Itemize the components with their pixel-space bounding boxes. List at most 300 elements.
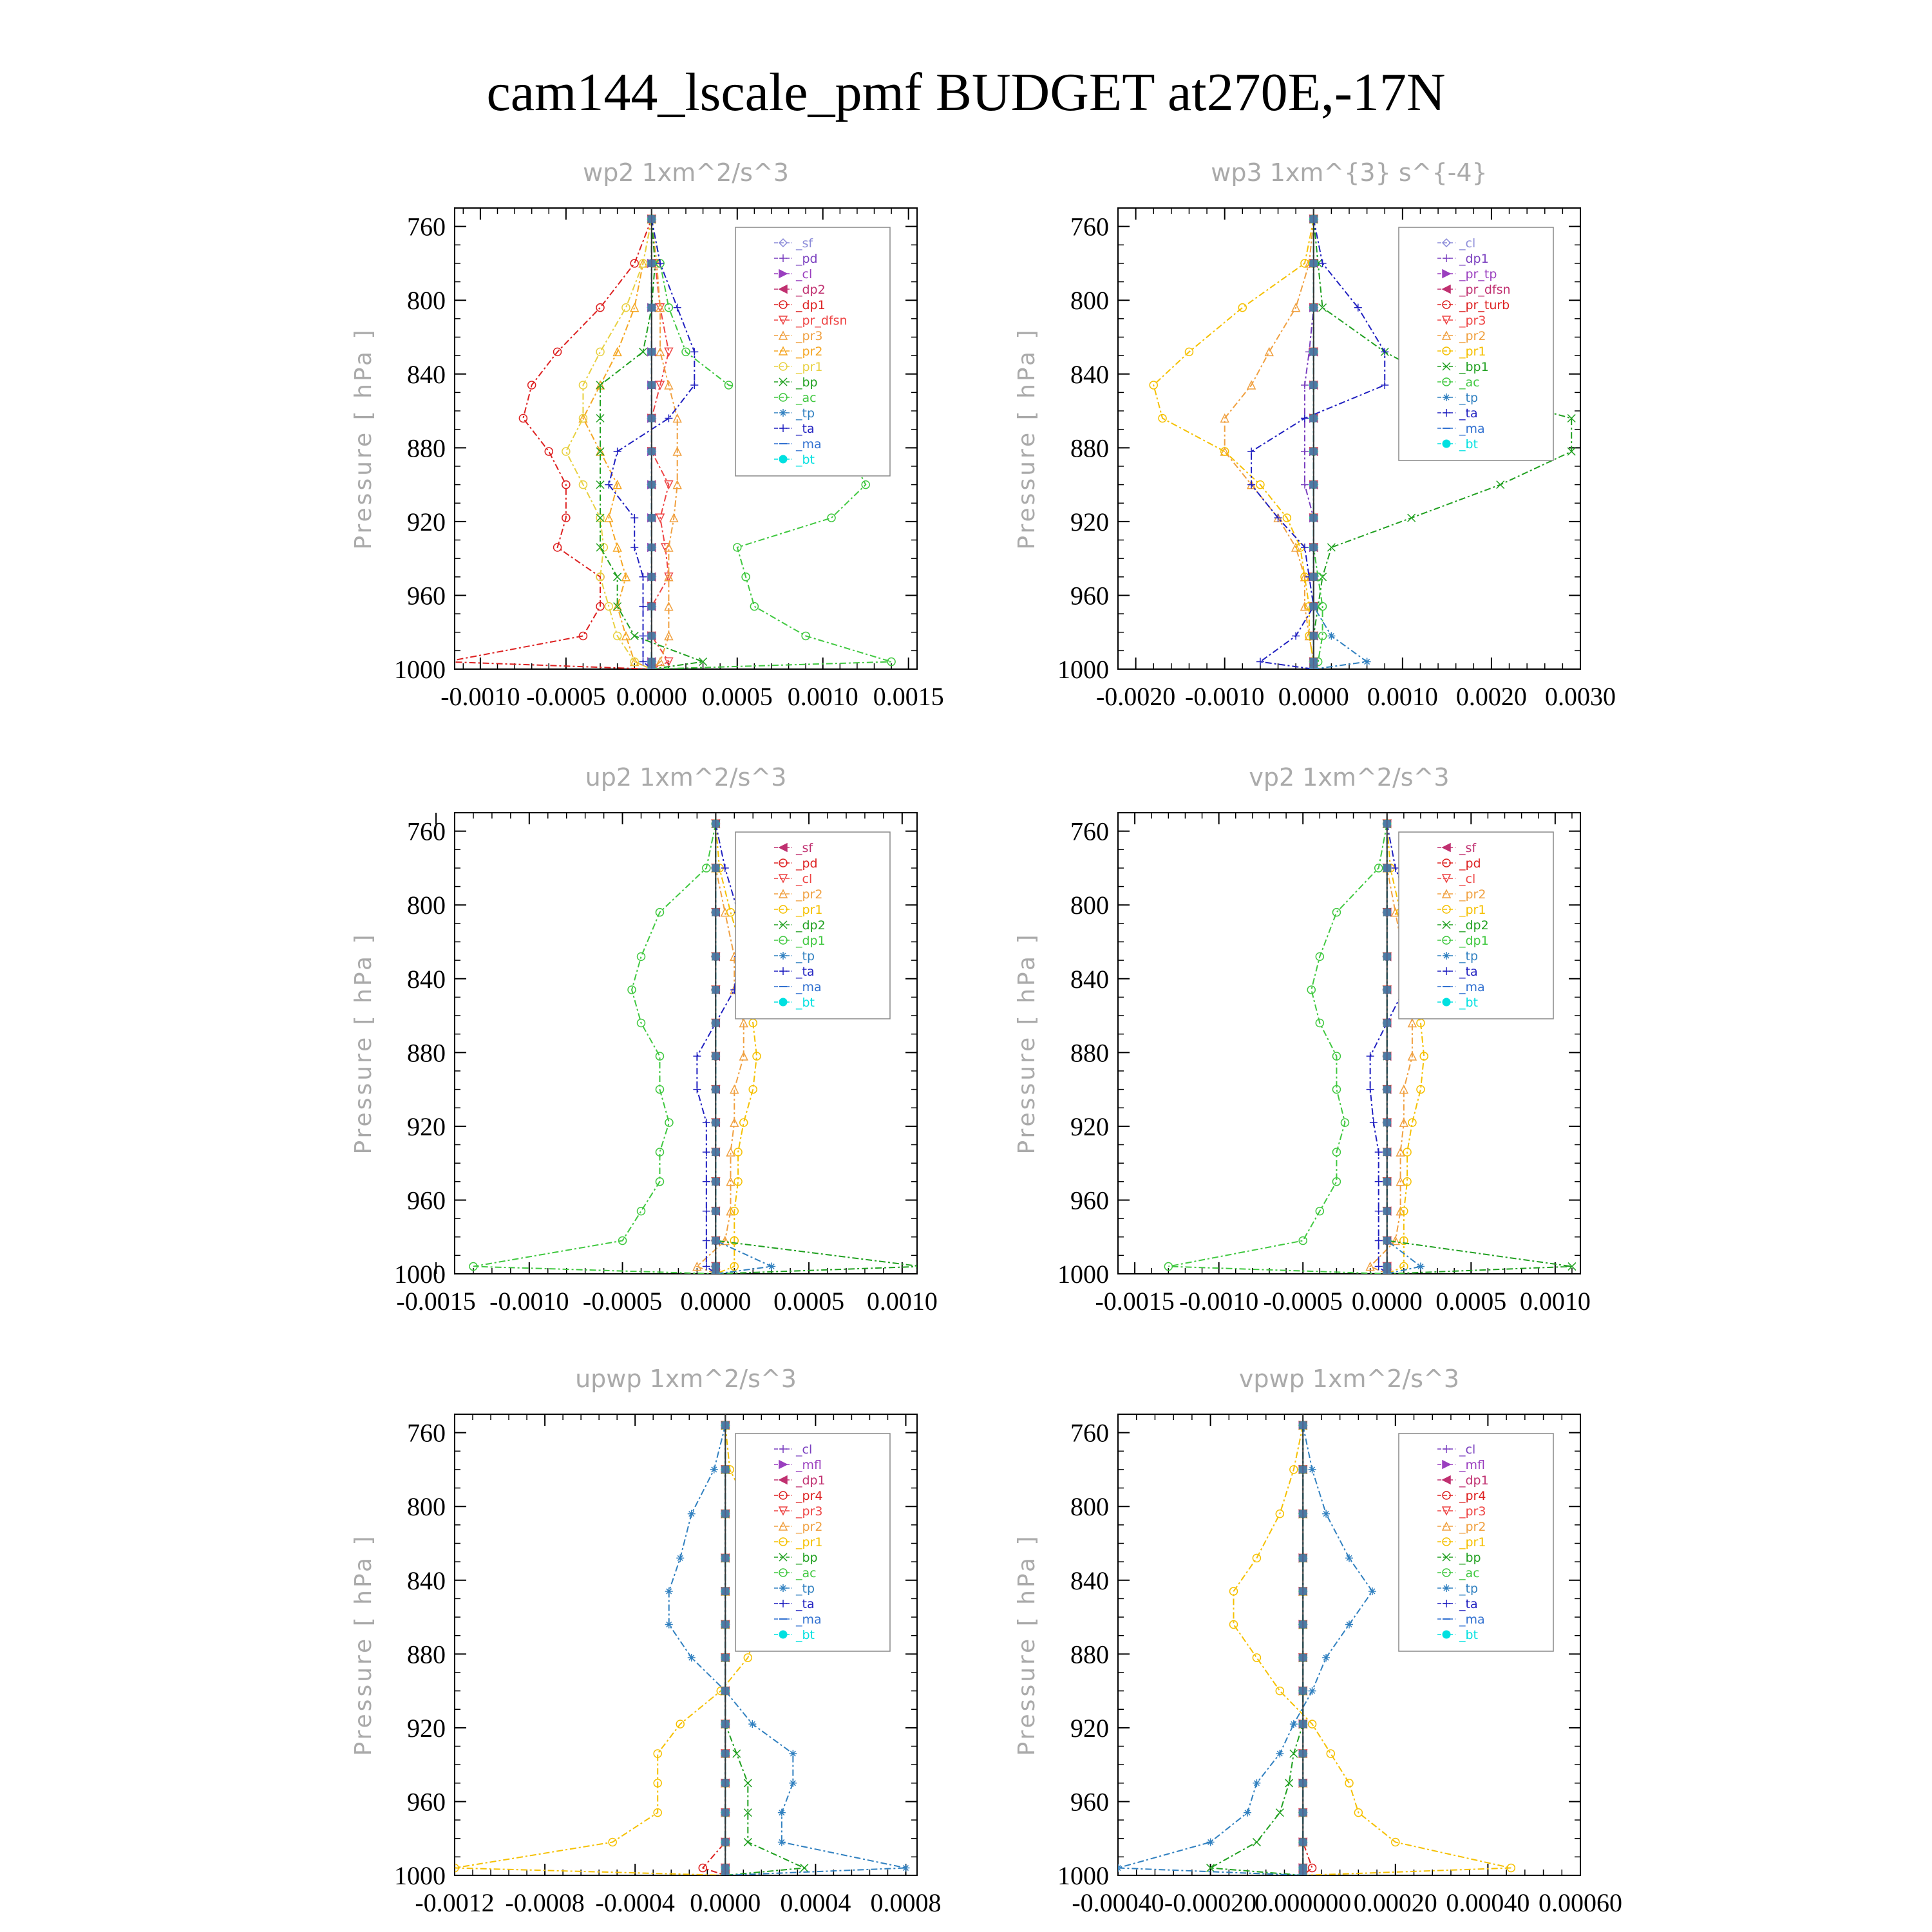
legend-label: _tp: [1459, 391, 1479, 405]
data-point: [721, 1864, 729, 1872]
legend-label: _pr_turb: [1459, 298, 1510, 312]
data-point: [779, 455, 787, 463]
data-point: [1309, 1687, 1316, 1695]
series-bp: [1207, 1421, 1307, 1879]
data-point: [1443, 998, 1450, 1006]
data-point: [648, 260, 656, 267]
x-tick-label: -0.0010: [440, 682, 520, 711]
data-point: [768, 1263, 775, 1271]
series-pr2: [1221, 215, 1318, 673]
data-point: [665, 414, 672, 422]
x-tick-label: -0.00020: [1164, 1888, 1257, 1917]
legend-label: _pr1: [1459, 1535, 1486, 1549]
data-point: [1244, 1809, 1251, 1817]
data-point: [1301, 381, 1309, 389]
data-point: [665, 1587, 673, 1595]
data-point: [828, 514, 835, 522]
chart-panel-4: [350, 1365, 941, 1917]
data-point: [744, 1838, 752, 1846]
y-tick-label: 960: [1070, 581, 1109, 611]
data-point: [721, 1750, 729, 1757]
legend-label: _ac: [796, 391, 817, 405]
data-point: [1276, 1809, 1283, 1817]
y-axis-label: Pressure [ hPa ]: [350, 327, 377, 550]
legend-label: _tp: [1459, 949, 1479, 963]
data-point: [721, 1421, 729, 1429]
x-tick-label: 0.0000: [680, 1287, 752, 1316]
series-line: [1314, 219, 1323, 669]
data-point: [630, 544, 638, 551]
legend-label: _ac: [1459, 375, 1480, 390]
data-point: [648, 304, 656, 312]
data-point: [648, 481, 656, 489]
legend-label: _pd: [1459, 857, 1481, 871]
data-point: [778, 1838, 786, 1846]
y-tick-label: 840: [1070, 1566, 1109, 1595]
legend-label: _ma: [1459, 422, 1485, 436]
x-tick-label: 0.0005: [1435, 1287, 1507, 1316]
data-point: [639, 632, 647, 639]
data-point: [1276, 1687, 1283, 1695]
legend-label: _pr2: [1459, 329, 1486, 343]
x-tick-label: -0.0005: [1263, 1287, 1343, 1316]
data-point: [1370, 1119, 1378, 1126]
data-point: [712, 1148, 719, 1156]
legend-label: _pr1: [1459, 903, 1486, 917]
legend-label: _tp: [1459, 1582, 1479, 1596]
data-point: [519, 414, 527, 422]
legend-label: _ma: [796, 980, 822, 994]
series-line: [1211, 1425, 1303, 1875]
y-axis-label: Pressure [ hPa ]: [1014, 327, 1040, 550]
data-point: [1383, 909, 1391, 916]
data-point: [688, 1510, 696, 1518]
series-line: [697, 824, 738, 1274]
data-point: [674, 304, 681, 312]
y-tick-label: 1000: [394, 655, 446, 684]
legend-label: _bp1: [1459, 360, 1489, 374]
data-point: [721, 1466, 729, 1473]
legend-label: _pr3: [796, 1504, 823, 1519]
data-point: [1253, 1838, 1260, 1846]
legend-label: _ta: [796, 965, 815, 979]
x-tick-label: -0.0015: [396, 1287, 476, 1316]
x-tick-label: 0.0008: [870, 1888, 942, 1917]
data-point: [712, 952, 719, 960]
data-point: [721, 1587, 729, 1595]
x-tick-label: -0.0010: [489, 1287, 569, 1316]
data-point: [1299, 1510, 1307, 1518]
legend-label: _bt: [1459, 996, 1479, 1010]
data-point: [712, 1019, 719, 1027]
series-pr1: [1150, 215, 1318, 673]
data-point: [1327, 1750, 1334, 1757]
data-point: [1367, 1052, 1374, 1060]
data-point: [721, 1510, 729, 1518]
legend-label: _dp1: [1459, 1473, 1489, 1488]
y-tick-label: 760: [407, 817, 446, 846]
data-point: [648, 603, 656, 611]
chart-panel-3: [1014, 763, 1591, 1316]
data-point: [648, 215, 656, 223]
chart-panel-5: [1014, 1365, 1622, 1917]
data-point: [1299, 1779, 1307, 1787]
data-point: [1383, 1263, 1391, 1271]
data-point: [1299, 1838, 1307, 1846]
legend-label: _pr1: [796, 903, 823, 917]
x-tick-label: -0.0020: [1095, 682, 1176, 711]
data-point: [1383, 820, 1391, 828]
data-point: [1408, 514, 1416, 522]
legend-label: _cl: [1459, 1443, 1476, 1457]
data-point: [648, 632, 656, 639]
x-tick-label: -0.00040: [1072, 1888, 1164, 1917]
data-point: [712, 1236, 719, 1244]
panel-title: up2 1xm^2/s^3: [585, 763, 787, 791]
legend-label: _dp2: [796, 283, 826, 297]
legend-label: _bt: [1459, 1628, 1479, 1642]
data-point: [1310, 448, 1318, 455]
legend-label: _dp2: [796, 918, 826, 933]
data-point: [1322, 1510, 1330, 1518]
data-point: [703, 1236, 710, 1244]
x-tick-label: 0.0000: [690, 1888, 761, 1917]
data-point: [630, 260, 638, 267]
y-tick-label: 1000: [1057, 1861, 1109, 1890]
x-tick-label: -0.0005: [582, 1287, 663, 1316]
data-point: [648, 573, 656, 581]
y-tick-label: 1000: [394, 1861, 446, 1890]
data-point: [721, 1654, 729, 1662]
legend-label: _pr4: [796, 1489, 823, 1503]
legend-label: _bp: [1459, 1551, 1481, 1565]
data-point: [1443, 1631, 1450, 1638]
data-point: [693, 1086, 701, 1094]
data-point: [639, 573, 647, 581]
x-tick-label: 0.0030: [1545, 682, 1616, 711]
x-tick-label: 0.0010: [787, 682, 858, 711]
legend-label: _ma: [1459, 980, 1485, 994]
data-point: [1310, 381, 1318, 389]
data-point: [614, 573, 621, 581]
x-tick-label: -0.0010: [1179, 1287, 1259, 1316]
y-tick-label: 840: [407, 1566, 446, 1595]
y-tick-label: 760: [1070, 1418, 1109, 1448]
data-point: [712, 864, 719, 872]
x-tick-label: -0.0012: [415, 1888, 495, 1917]
data-point: [1207, 1838, 1215, 1846]
x-tick-label: 0.0004: [780, 1888, 851, 1917]
data-point: [789, 1750, 797, 1757]
y-tick-label: 920: [407, 1112, 446, 1141]
legend-label: _bt: [796, 453, 815, 467]
y-tick-label: 880: [407, 1038, 446, 1068]
legend-label: _pr2: [1459, 887, 1486, 902]
data-point: [1299, 1654, 1307, 1662]
data-point: [648, 665, 656, 673]
y-tick-label: 800: [407, 286, 446, 316]
x-tick-label: 0.000000: [1255, 1888, 1352, 1917]
data-point: [656, 348, 664, 355]
data-point: [1307, 986, 1315, 994]
series-line: [473, 824, 715, 1274]
data-point: [721, 1838, 729, 1846]
data-point: [1383, 1270, 1391, 1278]
data-point: [1299, 1871, 1307, 1879]
y-tick-label: 800: [1070, 1492, 1109, 1522]
legend-label: _cl: [1459, 872, 1476, 886]
data-point: [1301, 414, 1309, 422]
x-tick-label: -0.0008: [505, 1888, 585, 1917]
data-point: [703, 1119, 710, 1126]
x-tick-label: 0.00060: [1539, 1888, 1622, 1917]
x-tick-label: 0.0000: [1351, 1287, 1423, 1316]
panel-title: vp2 1xm^2/s^3: [1249, 763, 1450, 791]
data-point: [710, 1466, 718, 1473]
data-point: [1290, 1750, 1298, 1757]
y-tick-label: 920: [1070, 1112, 1109, 1141]
y-tick-label: 880: [1070, 1038, 1109, 1068]
data-point: [712, 1270, 719, 1278]
series-line: [446, 219, 652, 669]
legend-label: _pr2: [796, 1520, 823, 1534]
legend-label: _dp1: [1459, 252, 1489, 266]
data-point: [1383, 1208, 1391, 1215]
legend-label: _dp1: [796, 934, 826, 948]
x-tick-label: 0.0005: [773, 1287, 845, 1316]
data-point: [1383, 952, 1391, 960]
x-tick-label: 0.0000: [616, 682, 687, 711]
y-axis-label: Pressure [ hPa ]: [350, 932, 377, 1155]
y-tick-label: 880: [1070, 1640, 1109, 1669]
x-tick-label: 0.0015: [873, 682, 944, 711]
legend-label: _ac: [1459, 1566, 1480, 1580]
legend-label: _ac: [796, 1566, 817, 1580]
legend-label: _ta: [796, 1597, 815, 1611]
data-point: [1114, 1864, 1122, 1872]
data-point: [1310, 603, 1318, 611]
data-point: [1383, 1119, 1391, 1126]
y-tick-label: 760: [1070, 817, 1109, 846]
data-point: [622, 304, 630, 312]
data-point: [744, 1779, 752, 1787]
data-point: [721, 1620, 729, 1628]
data-point: [1299, 1720, 1307, 1728]
y-tick-label: 760: [1070, 212, 1109, 242]
data-point: [750, 603, 758, 611]
data-point: [630, 632, 638, 639]
data-point: [1276, 1750, 1283, 1757]
y-tick-label: 960: [1070, 1787, 1109, 1817]
y-tick-label: 920: [1070, 1713, 1109, 1743]
data-point: [1299, 1421, 1307, 1429]
data-point: [721, 1871, 729, 1879]
series-dp1: [469, 820, 719, 1278]
data-point: [778, 1809, 786, 1817]
legend-label: _ta: [1459, 406, 1478, 421]
y-tick-label: 840: [407, 359, 446, 389]
y-tick-label: 760: [407, 1418, 446, 1448]
y-tick-label: 760: [407, 212, 446, 242]
y-tick-label: 1000: [394, 1260, 446, 1289]
series-line: [1168, 824, 1387, 1274]
series-tp: [1114, 1421, 1376, 1879]
legend-label: _ta: [1459, 1597, 1478, 1611]
data-point: [1310, 215, 1318, 223]
x-tick-label: -0.0005: [526, 682, 606, 711]
data-point: [665, 1620, 673, 1628]
data-point: [1319, 260, 1327, 267]
data-point: [1299, 1750, 1307, 1757]
series-line: [1225, 219, 1314, 669]
legend-label: _tp: [796, 1582, 815, 1596]
y-tick-label: 800: [1070, 286, 1109, 316]
legend-label: _sf: [1459, 841, 1477, 855]
legend-label: _bp: [796, 375, 818, 390]
series-line: [455, 1425, 770, 1875]
data-point: [1292, 632, 1300, 639]
data-point: [721, 1720, 729, 1728]
data-point: [1265, 348, 1273, 355]
y-tick-label: 960: [407, 1787, 446, 1817]
legend-label: _pr2: [796, 887, 823, 902]
data-point: [648, 658, 656, 666]
data-point: [1247, 448, 1255, 455]
data-point: [712, 1263, 719, 1271]
data-point: [1310, 481, 1318, 489]
legend-label: _bt: [1459, 437, 1479, 451]
data-point: [712, 986, 719, 994]
chart-panel-1: [1014, 158, 1616, 711]
data-point: [1367, 1086, 1374, 1094]
y-tick-label: 800: [407, 1492, 446, 1522]
y-tick-label: 920: [407, 507, 446, 536]
y-tick-label: 840: [407, 964, 446, 994]
legend-label: _pr4: [1459, 1489, 1486, 1503]
data-point: [1253, 1779, 1260, 1787]
legend-label: _ma: [796, 437, 822, 451]
x-tick-label: -0.0004: [595, 1888, 675, 1917]
data-point: [638, 1208, 645, 1215]
data-point: [1299, 1864, 1307, 1872]
data-point: [703, 1178, 710, 1186]
data-point: [648, 381, 656, 389]
data-point: [1383, 1236, 1391, 1244]
legend-label: _dp1: [796, 298, 826, 312]
legend-label: _sf: [796, 841, 813, 855]
x-tick-label: 0.0000: [1278, 682, 1349, 711]
legend-label: _pr3: [1459, 1504, 1486, 1519]
data-point: [1345, 1554, 1353, 1562]
data-point: [1327, 544, 1335, 551]
legend-label: _pr3: [796, 329, 823, 343]
data-point: [1383, 1178, 1391, 1186]
data-point: [1383, 1086, 1391, 1094]
legend-label: _ma: [796, 1613, 822, 1627]
panel-title: wp2 1xm^2/s^3: [583, 158, 789, 187]
legend-label: _pd: [796, 857, 818, 871]
legend-label: _pr1: [1459, 345, 1486, 359]
data-point: [789, 1779, 797, 1787]
data-point: [1299, 1466, 1307, 1473]
series-line: [1118, 1425, 1372, 1875]
panel-title: vpwp 1xm^2/s^3: [1238, 1365, 1460, 1393]
data-point: [1383, 986, 1391, 994]
data-point: [1375, 1148, 1383, 1156]
data-point: [665, 1119, 673, 1126]
legend-label: _pr2: [796, 345, 823, 359]
data-point: [1310, 414, 1318, 422]
y-tick-label: 840: [1070, 359, 1109, 389]
y-tick-label: 960: [407, 581, 446, 611]
legend-label: _dp1: [796, 1473, 826, 1488]
data-point: [648, 544, 656, 551]
data-point: [1299, 1809, 1307, 1817]
panel-title: wp3 1xm^{3} s^{-4}: [1211, 158, 1488, 187]
data-point: [1299, 1236, 1307, 1244]
data-point: [721, 1687, 729, 1695]
legend-label: _bp: [796, 1551, 818, 1565]
legend-label: _bt: [796, 1628, 815, 1642]
chart-panel-2: [350, 763, 938, 1316]
x-tick-label: 0.0010: [1367, 682, 1438, 711]
data-point: [1381, 381, 1388, 389]
legend-label: _cl: [1459, 236, 1476, 251]
data-point: [1299, 1554, 1307, 1562]
legend-label: _mfl: [1459, 1458, 1485, 1472]
y-axis-label: Pressure [ hPa ]: [1014, 932, 1040, 1155]
data-point: [1310, 658, 1318, 666]
data-point: [1375, 1178, 1383, 1186]
data-point: [1345, 1620, 1353, 1628]
series-dp1: [442, 215, 656, 673]
data-point: [1301, 448, 1309, 455]
y-tick-label: 960: [1070, 1186, 1109, 1215]
data-point: [1310, 544, 1318, 551]
figure-title: cam144_lscale_pmf BUDGET at270E,-17N: [486, 62, 1446, 122]
x-tick-label: 0.00040: [1446, 1888, 1530, 1917]
data-point: [1309, 1864, 1316, 1872]
data-point: [1301, 481, 1309, 489]
data-point: [779, 1631, 787, 1638]
x-tick-label: 0.00020: [1353, 1888, 1437, 1917]
data-point: [917, 1263, 925, 1271]
data-point: [1238, 304, 1246, 312]
data-point: [1383, 1019, 1391, 1027]
series-line: [652, 219, 669, 669]
legend-label: _cl: [796, 872, 813, 886]
legend-label: _ta: [1459, 965, 1478, 979]
y-tick-label: 840: [1070, 964, 1109, 994]
y-axis-label: Pressure [ hPa ]: [350, 1533, 377, 1756]
legend-label: _pr_tp: [1459, 267, 1497, 281]
data-point: [1310, 304, 1318, 312]
data-point: [721, 1779, 729, 1787]
series-line: [1303, 1425, 1312, 1875]
data-point: [1368, 1587, 1376, 1595]
y-tick-label: 920: [407, 1713, 446, 1743]
y-tick-label: 1000: [1057, 655, 1109, 684]
data-point: [648, 448, 656, 455]
x-tick-label: 0.0010: [866, 1287, 938, 1316]
data-point: [1383, 1148, 1391, 1156]
series-line: [703, 1425, 725, 1875]
data-point: [712, 1178, 719, 1186]
data-point: [1310, 665, 1318, 673]
y-tick-label: 960: [407, 1186, 446, 1215]
data-point: [703, 1148, 710, 1156]
data-point: [1310, 573, 1318, 581]
